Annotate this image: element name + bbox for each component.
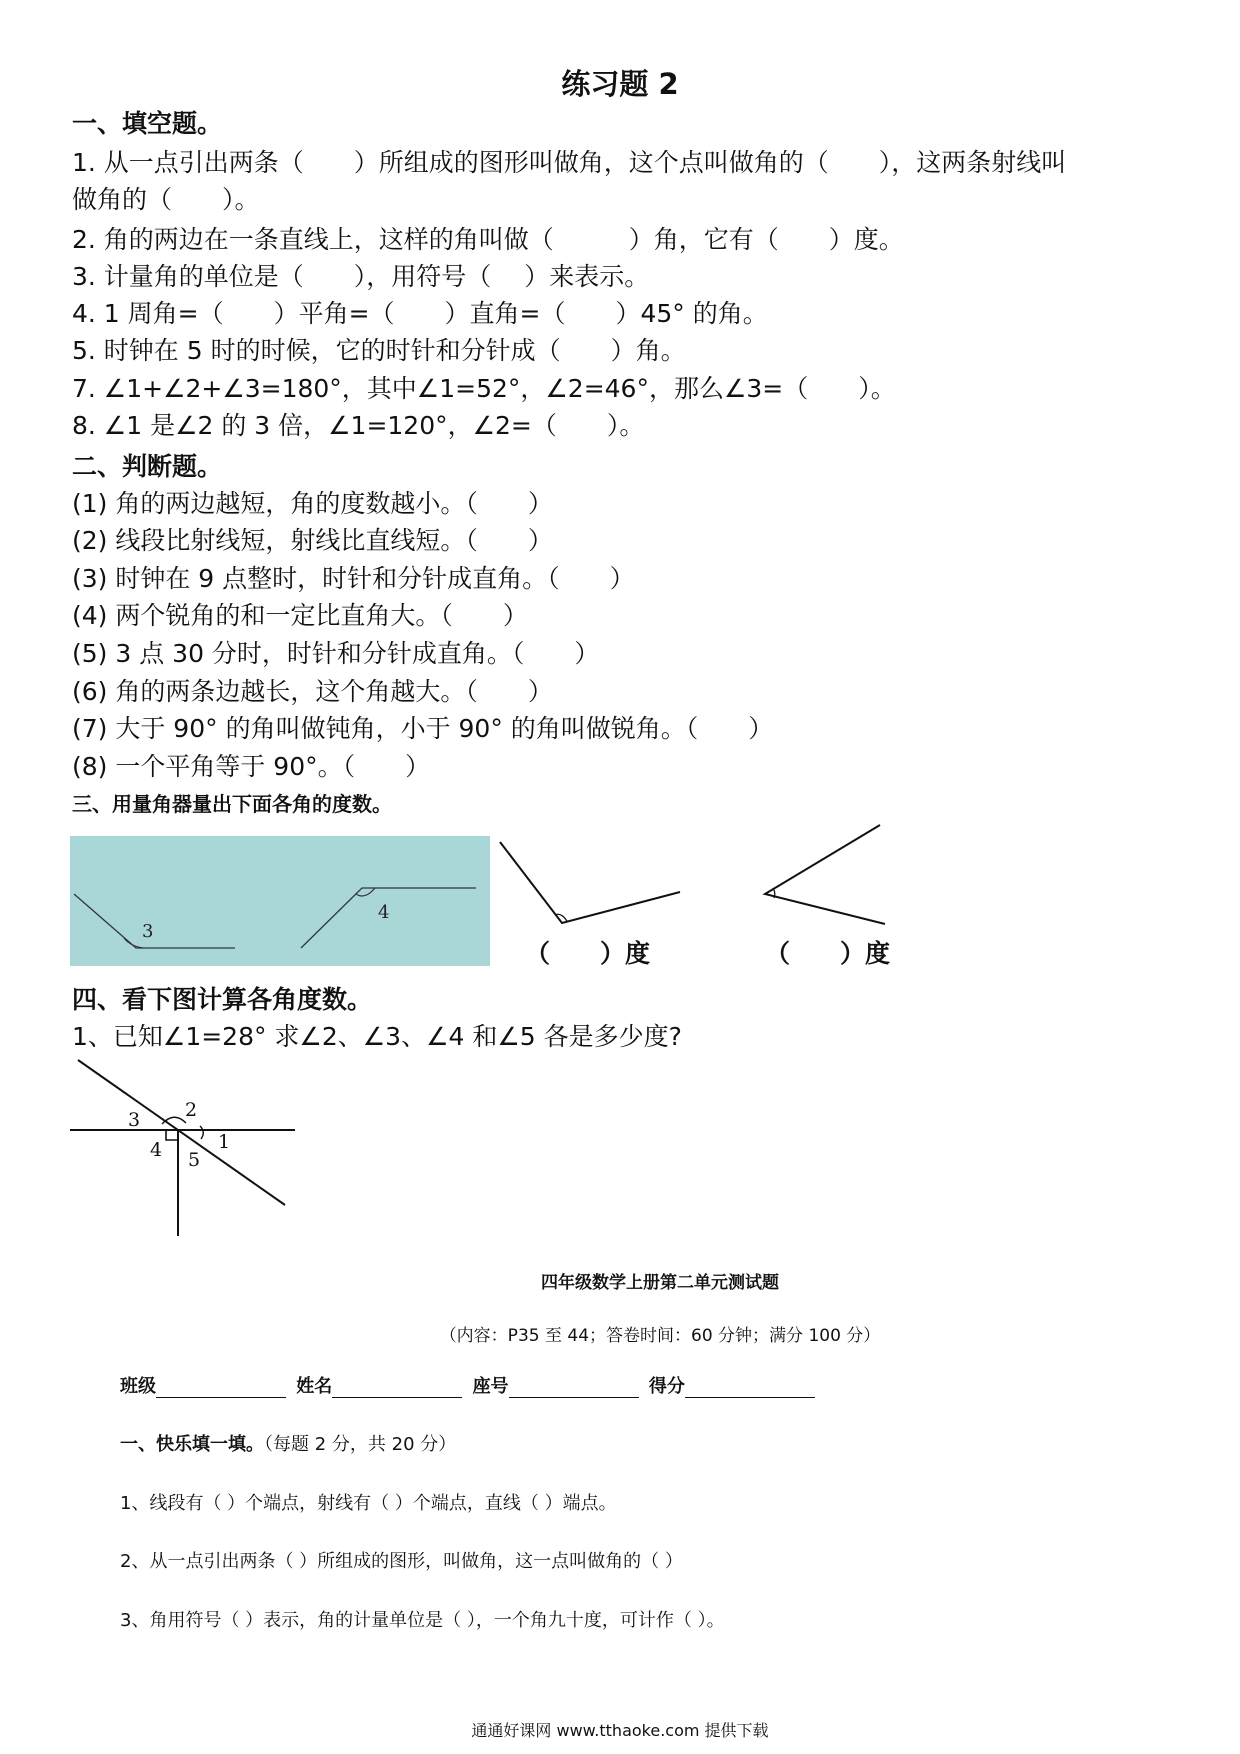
judge-item: (7) 大于 90° 的角叫做钝角，小于 90° 的角叫做锐角。（ ）: [72, 714, 774, 743]
test-part1-heading-row: [120, 1430, 456, 1456]
judge-item: (2) 线段比射线短，射线比直线短。（ ）: [72, 526, 553, 555]
test-note: （内容：P35 至 44；答卷时间：60 分钟；满分 100 分）: [439, 1326, 881, 1346]
class-blank[interactable]: [156, 1377, 286, 1398]
section4-heading: 四、看下图计算各角度数。: [72, 985, 373, 1014]
slanted-line: [78, 1060, 285, 1205]
angle-1-arc: [200, 1126, 203, 1139]
test-part1-heading: 一、快乐填一填。: [120, 1434, 264, 1455]
section2-heading: 二、判断题。: [72, 452, 223, 481]
label-2: 2: [185, 1099, 198, 1121]
test-title: 四年级数学上册第二单元测试题: [541, 1273, 779, 1293]
intersecting-lines-figure: [70, 1055, 300, 1240]
label-1: 1: [218, 1131, 231, 1153]
angle-4-label: 4: [378, 902, 390, 923]
test-part1-score: （每题 2 分，共 20 分）: [264, 1434, 457, 1455]
angle-2-lines: [765, 825, 885, 924]
figure-panel-background: [70, 836, 490, 966]
judge-item: (1) 角的两边越短，角的度数越小。（ ）: [72, 489, 553, 518]
judge-item: (3) 时钟在 9 点整时，时针和分针成直角。（ ）: [72, 564, 635, 593]
s1-q5: 5. 时钟在 5 时的时候，它的时针和分针成（ ）角。: [72, 336, 686, 365]
s1-q1-line2: 做角的（ ）。: [72, 185, 260, 214]
s1-q4: 4. 1 周角=（ ）平角=（ ）直角=（ ）45° 的角。: [72, 299, 768, 328]
judge-item: (4) 两个锐角的和一定比直角大。（ ）: [72, 601, 528, 630]
s1-q3: 3. 计量角的单位是（ ），用符号（ ）来表示。: [72, 262, 650, 291]
label-5: 5: [188, 1149, 201, 1171]
s1-q7: 7. ∠1+∠2+∠3=180°，其中∠1=52°，∠2=46°，那么∠3=（ ）。: [72, 374, 896, 403]
angle-figure-1: [495, 820, 695, 930]
angle-figure-panel: [70, 836, 490, 966]
s1-q8: 8. ∠1 是∠2 的 3 倍，∠1=120°，∠2=（ ）。: [72, 411, 645, 440]
right-angle-mark: [166, 1130, 178, 1140]
s4-q1: 1、已知∠1=28° 求∠2、∠3、∠4 和∠5 各是多少度?: [72, 1022, 682, 1051]
angle-2-arc: [162, 1117, 186, 1124]
angle-1-answer: （ ）度: [525, 939, 651, 968]
angle-figure-2: [760, 820, 900, 930]
section3-heading: 三、用量角器量出下面各角的度数。: [72, 792, 392, 816]
judge-item: (5) 3 点 30 分时，时针和分针成直角。（ ）: [72, 639, 600, 668]
label-4: 4: [150, 1139, 163, 1161]
judge-item: (8) 一个平角等于 90°。（ ）: [72, 752, 431, 781]
test-q3: 3、角用符号（ ）表示，角的计量单位是（ ），一个角九十度，可计作（ ）。: [120, 1610, 725, 1631]
footer-credit: 通通好课网 www.tthaoke.com 提供下载: [471, 1721, 769, 1740]
s1-q1-line1: 1. 从一点引出两条（ ）所组成的图形叫做角，这个点叫做角的（ ），这两条射线叫: [72, 148, 1067, 177]
angle-3-label: 3: [142, 921, 154, 942]
label-3: 3: [128, 1109, 141, 1131]
name-blank[interactable]: [332, 1377, 462, 1398]
score-blank[interactable]: [685, 1377, 815, 1398]
s1-q2: 2. 角的两边在一条直线上，这样的角叫做（ ）角，它有（ ）度。: [72, 225, 904, 254]
section1-heading: 一、填空题。: [72, 109, 223, 138]
page-title: 练习题 2: [561, 67, 679, 101]
student-info-row: [120, 1372, 819, 1398]
test-q1: 1、线段有（ ）个端点，射线有（ ）个端点，直线（ ）端点。: [120, 1493, 617, 1514]
seat-blank[interactable]: [509, 1377, 639, 1398]
test-q2: 2、从一点引出两条（ ）所组成的图形，叫做角，这一点叫做角的（ ）: [120, 1551, 683, 1572]
judge-item: (6) 角的两条边越长，这个角越大。（ ）: [72, 677, 553, 706]
angle-2-answer: （ ）度: [765, 939, 891, 968]
angle-1-lines: [500, 842, 680, 923]
class-label: 班级: [120, 1376, 156, 1397]
name-label: 姓名: [296, 1376, 333, 1397]
score-label: 得分: [648, 1376, 685, 1397]
seat-label: 座号: [472, 1376, 509, 1397]
